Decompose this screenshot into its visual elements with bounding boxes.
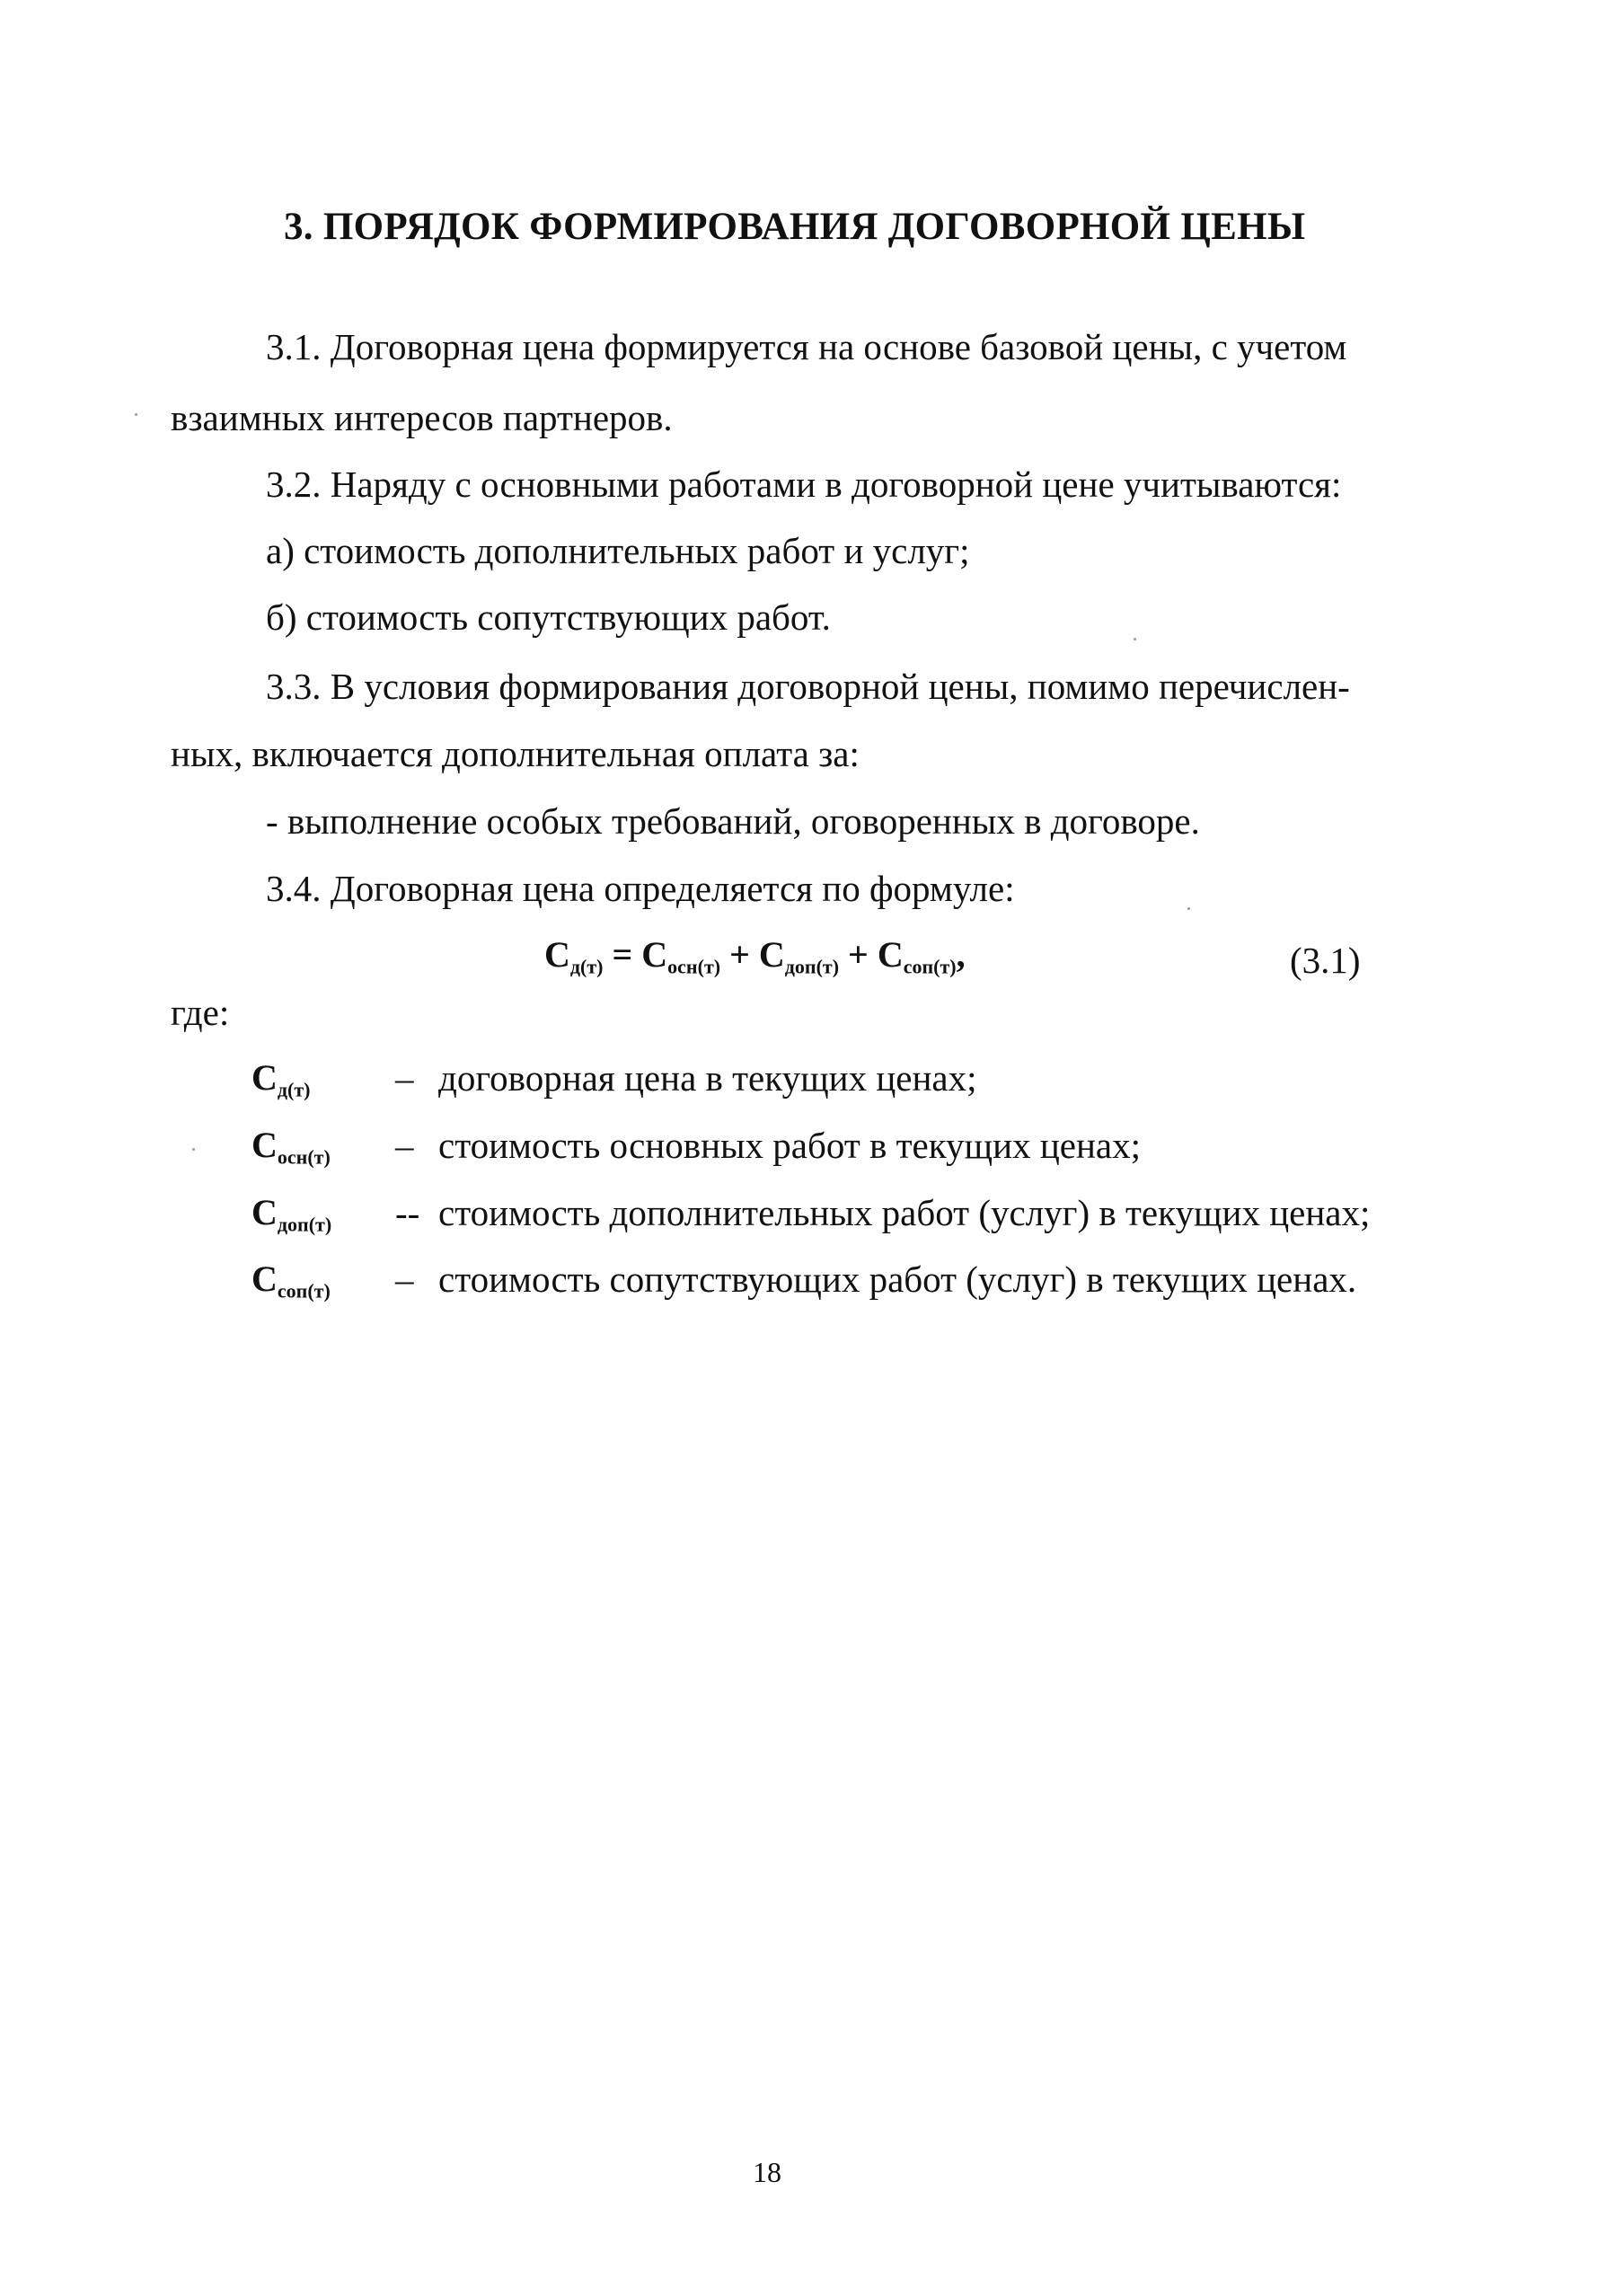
paragraph-3-1-line-2: взаимных интересов партнеров.	[171, 397, 673, 438]
paragraph-3-4: 3.4. Договорная цена определяется по формуле:	[266, 868, 1015, 909]
formula-plus: +	[839, 934, 878, 975]
page-number: 18	[753, 2156, 781, 2188]
where-label: где:	[171, 992, 230, 1033]
definition-dash: –	[395, 1258, 414, 1300]
formula-comma: ,	[956, 934, 966, 975]
definition-symbol: $С_{соп(т)}$	[251, 1258, 331, 1303]
formula-symbol: С	[544, 934, 570, 975]
definition-dash: --	[395, 1192, 420, 1233]
paragraph-3-3-line-2: ных, включается дополнительная оплата за:	[171, 733, 860, 774]
list-item-a: а) стоимость дополнительных работ и услуг;	[266, 530, 970, 571]
definition-dash: –	[395, 1057, 414, 1099]
formula-symbol: С	[641, 934, 668, 975]
scan-speck	[135, 413, 137, 416]
formula-symbol: С	[758, 934, 785, 975]
requirement-item: - выполнение особых требований, оговоренных в договоре.	[266, 800, 1200, 842]
section-heading: 3. ПОРЯДОК ФОРМИРОВАНИЯ ДОГОВОРНОЙ ЦЕНЫ	[284, 206, 1306, 248]
scan-speck	[1134, 638, 1136, 640]
definition-text: стоимость дополнительных работ (услуг) в текущих ценах;	[438, 1192, 1371, 1233]
paragraph-3-1-line-1: 3.1. Договорная цена формируется на основе базовой цены, с учетом	[266, 326, 1347, 367]
scan-speck	[1187, 907, 1190, 910]
formula-subscript: доп(т)	[784, 955, 840, 978]
definition-symbol: $С_{д(т)}$	[251, 1057, 311, 1101]
paragraph-3-2: 3.2. Наряду с основными работами в договорной цене учитываются:	[266, 464, 1342, 505]
formula-subscript: осн(т)	[667, 955, 721, 978]
definition-text: стоимость основных работ в текущих ценах;	[438, 1125, 1141, 1166]
formula-plus: +	[720, 934, 759, 975]
formula-equals: =	[603, 934, 642, 975]
definition-symbol: $С_{доп(т)}$	[251, 1192, 332, 1236]
formula-subscript: соп(т)	[903, 955, 957, 978]
price-formula	[544, 934, 966, 978]
formula-subscript: д(т)	[569, 955, 604, 978]
definition-dash: –	[395, 1125, 414, 1166]
equation-number: (3.1)	[1290, 940, 1361, 981]
scan-speck	[192, 1148, 195, 1151]
definition-symbol: $С_{осн(т)}$	[251, 1125, 331, 1169]
definition-text: стоимость сопутствующих работ (услуг) в текущих ценах.	[438, 1258, 1357, 1300]
paragraph-3-3-line-1: 3.3. В условия формирования договорной цены, помимо перечислен-	[266, 666, 1350, 707]
list-item-b: б) стоимость сопутствующих работ.	[266, 596, 831, 638]
formula-symbol: С	[877, 934, 904, 975]
definition-text: договорная цена в текущих ценах;	[438, 1057, 977, 1099]
